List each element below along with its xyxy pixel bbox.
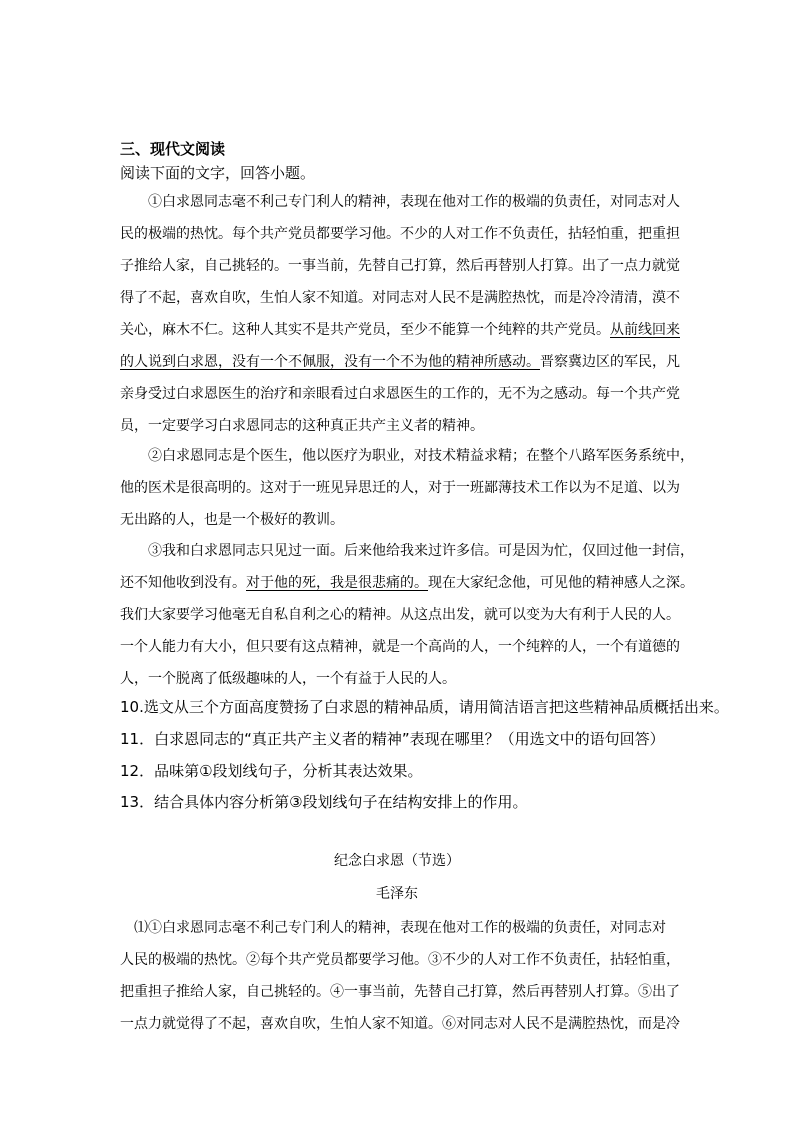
text-segment: 现在大家纪念他，可见他的精神感人之深。 (428, 575, 694, 591)
article-title: 纪念白求恩（节选） (334, 853, 460, 869)
underlined-sentence: 的人说到白求恩，没有一个不佩服，没有一个不为他的精神所感动。 (120, 354, 540, 370)
passage-paragraph-3 (120, 535, 694, 695)
article-author: 毛泽东 (376, 886, 418, 902)
text-line: 人，一个脱离了低级趣味的人，一个有益于人民的人。 (120, 671, 456, 687)
text-line: ②白求恩同志是个医生，他以医疗为职业，对技术精益求精；在整个八路军医务系统中， (120, 448, 694, 464)
text-line: 我们大家要学习他毫无自私自利之心的精神。从这点出发，就可以变为大有利于人民的人。 (120, 607, 680, 623)
text-line: 人民的极端的热忱。②每个共产党员都要学习他。③不少的人对工作不负责任，拈轻怕重， (120, 952, 680, 968)
passage-paragraph-2 (120, 440, 694, 536)
text-segment: 晋察冀边区的军民，凡 (540, 354, 680, 370)
section-heading: 三、现代文阅读 (120, 140, 226, 158)
text-line: 得了不起，喜欢自吹，生怕人家不知道。对同志对人民不是满腔热忱，而是冷冷清清，漠不 (120, 290, 680, 306)
article-paragraph (120, 912, 680, 1040)
text-segment: 还不知他收到没有。 (120, 575, 246, 591)
text-line (120, 567, 694, 599)
question-13: 13．结合具体内容分析第③段划线句子在结构安排上的作用。 (120, 793, 528, 811)
reading-instruction: 阅读下面的文字，回答小题。 (120, 164, 316, 182)
text-line (120, 314, 680, 346)
question-11: 11．白求恩同志的“真正共产主义者的精神”表现在哪里？（用选文中的语句回答） (120, 730, 665, 748)
text-line (120, 346, 680, 378)
text-line: 亲身受过白求恩医生的治疗和亲眼看过白求恩医生的工作的，无不为之感动。每一个共产党 (120, 386, 680, 402)
text-line: 员，一定要学习白求恩同志的这种真正共产主义者的精神。 (120, 418, 484, 434)
text-line: 子推给人家，自己挑轻的。一事当前，先替自己打算，然后再替别人打算。出了一点力就觉 (120, 258, 680, 274)
text-line: ③我和白求恩同志只见过一面。后来他给我来过许多信。可是因为忙，仅回过他一封信， (120, 543, 694, 559)
text-segment: 关心，麻木不仁。这种人其实不是共产党员，至少不能算一个纯粹的共产党员。 (120, 322, 610, 338)
text-line: 他的医术是很高明的。这对于一班见异思迁的人，对于一班鄙薄技术工作以为不足道、以为 (120, 480, 680, 496)
question-10: 10.选文从三个方面高度赞扬了白求恩的精神品质，请用简洁语言把这些精神品质概括出来。 (120, 698, 729, 716)
text-line: ①白求恩同志毫不利己专门利人的精神，表现在他对工作的极端的负责任，对同志对人 (120, 194, 680, 210)
text-line: 一点力就觉得了不起，喜欢自吹，生怕人家不知道。⑥对同志对人民不是满腔热忱，而是冷 (120, 1016, 680, 1032)
underlined-sentence: 从前线回来 (610, 322, 680, 338)
text-line: 民的极端的热忱。每个共产党员都要学习他。不少的人对工作不负责任，拈轻怕重，把重担 (120, 226, 680, 242)
question-12: 12．品味第①段划线句子，分析其表达效果。 (120, 762, 423, 780)
text-line: ⑴①白求恩同志毫不利己专门利人的精神，表现在他对工作的极端的负责任，对同志对 (120, 920, 666, 936)
text-line: 一个人能力有大小，但只要有这点精神，就是一个高尚的人，一个纯粹的人，一个有道德的 (120, 639, 680, 655)
underlined-sentence: 对于他的死，我是很悲痛的。 (246, 575, 428, 591)
text-line: 无出路的人，也是一个极好的教训。 (120, 512, 344, 528)
text-line: 把重担子推给人家，自己挑轻的。④一事当前，先替自己打算，然后再替别人打算。⑤出了 (120, 984, 680, 1000)
passage-paragraph-1 (120, 186, 680, 442)
